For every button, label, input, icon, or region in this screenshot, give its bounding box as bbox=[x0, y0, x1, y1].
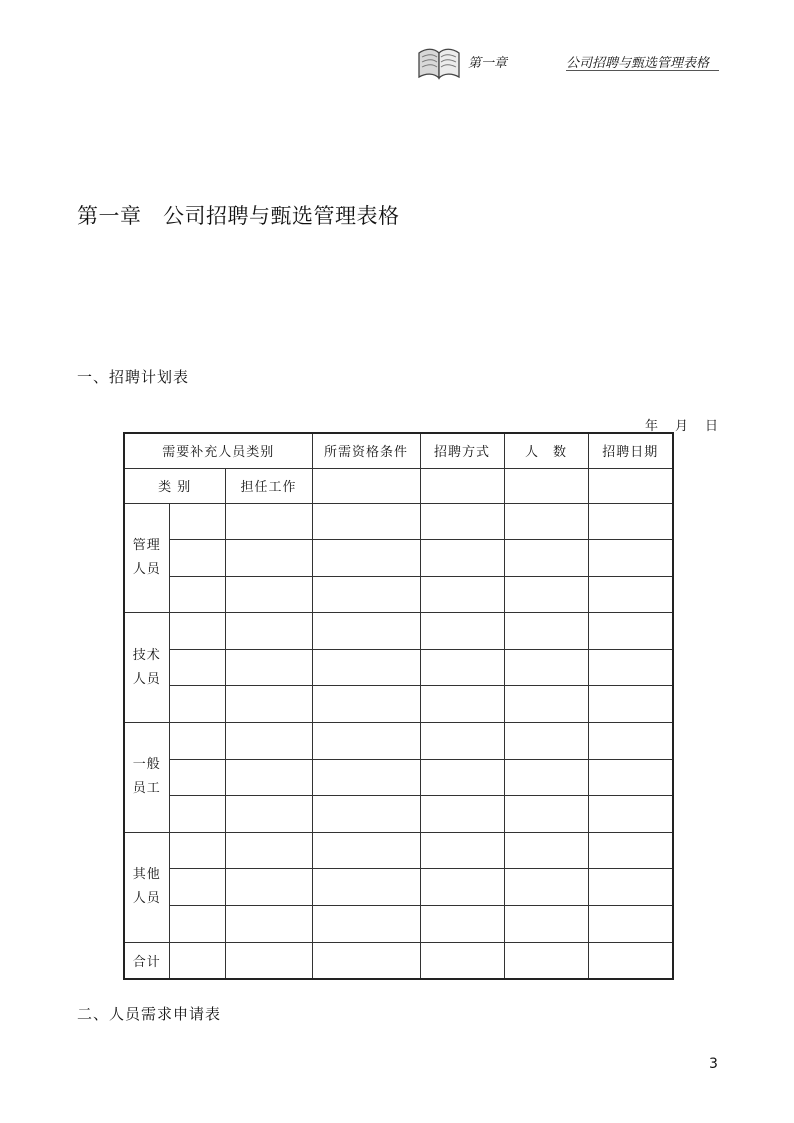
cell[interactable] bbox=[504, 906, 588, 943]
cell[interactable] bbox=[169, 686, 225, 723]
cell[interactable] bbox=[312, 906, 420, 943]
cell[interactable] bbox=[312, 576, 420, 613]
cell[interactable] bbox=[225, 906, 312, 943]
page-number: 3 bbox=[709, 1056, 718, 1072]
cell[interactable] bbox=[420, 869, 504, 906]
header-qualification: 所需资格条件 bbox=[312, 433, 420, 468]
header-chapter: 第一章 bbox=[468, 56, 508, 71]
cell[interactable] bbox=[420, 540, 504, 577]
cell[interactable] bbox=[588, 576, 673, 613]
cell[interactable] bbox=[312, 723, 420, 760]
total-label: 合计 bbox=[124, 942, 169, 979]
category-technical: 技术 人员 bbox=[124, 613, 169, 723]
recruitment-plan-table bbox=[123, 432, 674, 980]
cell[interactable] bbox=[312, 649, 420, 686]
cell[interactable] bbox=[169, 942, 225, 979]
header-category-group: 需要补充人员类别 bbox=[124, 433, 312, 468]
cell[interactable] bbox=[420, 723, 504, 760]
cell[interactable] bbox=[420, 468, 504, 503]
cell[interactable] bbox=[588, 540, 673, 577]
cell[interactable] bbox=[420, 576, 504, 613]
chapter-title: 第一章 公司招聘与甄选管理表格 bbox=[77, 204, 400, 228]
cell[interactable] bbox=[225, 649, 312, 686]
cell[interactable] bbox=[420, 686, 504, 723]
cell[interactable] bbox=[312, 540, 420, 577]
cell[interactable] bbox=[312, 832, 420, 869]
cell[interactable] bbox=[588, 759, 673, 796]
cell[interactable] bbox=[588, 942, 673, 979]
table-row bbox=[124, 759, 673, 796]
cell[interactable] bbox=[225, 759, 312, 796]
header-method: 招聘方式 bbox=[420, 433, 504, 468]
cell[interactable] bbox=[504, 613, 588, 650]
cell[interactable] bbox=[504, 723, 588, 760]
cell[interactable] bbox=[225, 613, 312, 650]
cell[interactable] bbox=[312, 503, 420, 540]
cell[interactable] bbox=[420, 613, 504, 650]
cell[interactable] bbox=[588, 649, 673, 686]
cell[interactable] bbox=[225, 832, 312, 869]
table-row bbox=[124, 796, 673, 833]
cell[interactable] bbox=[225, 869, 312, 906]
table-row bbox=[124, 832, 673, 869]
cell[interactable] bbox=[504, 540, 588, 577]
section-title-recruitment-plan: 一、招聘计划表 bbox=[77, 368, 190, 386]
header-rule bbox=[566, 70, 719, 71]
cell[interactable] bbox=[225, 686, 312, 723]
table-header-row bbox=[124, 433, 673, 468]
cell[interactable] bbox=[420, 832, 504, 869]
cell[interactable] bbox=[588, 686, 673, 723]
cell[interactable] bbox=[169, 832, 225, 869]
cell[interactable] bbox=[504, 649, 588, 686]
cell[interactable] bbox=[169, 613, 225, 650]
cell[interactable] bbox=[312, 613, 420, 650]
cell[interactable] bbox=[504, 576, 588, 613]
table-row bbox=[124, 540, 673, 577]
category-management: 管理 人员 bbox=[124, 503, 169, 613]
cell[interactable] bbox=[312, 796, 420, 833]
cell[interactable] bbox=[312, 942, 420, 979]
table-row bbox=[124, 649, 673, 686]
cell[interactable] bbox=[504, 796, 588, 833]
table-row bbox=[124, 613, 673, 650]
cell[interactable] bbox=[225, 576, 312, 613]
cell[interactable] bbox=[504, 942, 588, 979]
cell[interactable] bbox=[169, 796, 225, 833]
table-row bbox=[124, 576, 673, 613]
header-count: 人 数 bbox=[504, 433, 588, 468]
cell[interactable] bbox=[420, 649, 504, 686]
cell[interactable] bbox=[504, 832, 588, 869]
cell[interactable] bbox=[420, 942, 504, 979]
subheader-duty: 担任工作 bbox=[225, 468, 312, 503]
cell[interactable] bbox=[588, 503, 673, 540]
cell[interactable] bbox=[420, 906, 504, 943]
cell[interactable] bbox=[169, 576, 225, 613]
header-date: 招聘日期 bbox=[588, 433, 673, 468]
cell[interactable] bbox=[169, 869, 225, 906]
cell[interactable] bbox=[225, 503, 312, 540]
cell[interactable] bbox=[169, 649, 225, 686]
cell[interactable] bbox=[588, 869, 673, 906]
category-other: 其他 人员 bbox=[124, 832, 169, 942]
cell[interactable] bbox=[588, 832, 673, 869]
header-title: 公司招聘与甄选管理表格 bbox=[566, 56, 710, 71]
table-subheader-row bbox=[124, 468, 673, 503]
category-general-staff: 一般 员工 bbox=[124, 723, 169, 833]
cell[interactable] bbox=[420, 796, 504, 833]
subheader-type: 类 别 bbox=[124, 468, 225, 503]
cell[interactable] bbox=[504, 869, 588, 906]
cell[interactable] bbox=[504, 503, 588, 540]
table-row bbox=[124, 869, 673, 906]
cell[interactable] bbox=[504, 468, 588, 503]
section-title-staff-request: 二、人员需求申请表 bbox=[77, 1005, 222, 1023]
cell[interactable] bbox=[225, 942, 312, 979]
open-book-icon bbox=[416, 44, 462, 82]
cell[interactable] bbox=[420, 759, 504, 796]
cell[interactable] bbox=[504, 759, 588, 796]
cell[interactable] bbox=[312, 869, 420, 906]
cell[interactable] bbox=[225, 796, 312, 833]
cell[interactable] bbox=[225, 540, 312, 577]
cell[interactable] bbox=[504, 686, 588, 723]
table-row bbox=[124, 686, 673, 723]
cell[interactable] bbox=[588, 796, 673, 833]
table-row bbox=[124, 906, 673, 943]
cell[interactable] bbox=[420, 503, 504, 540]
date-line: 年 月 日 bbox=[645, 419, 721, 434]
table-total-row bbox=[124, 942, 673, 979]
cell[interactable] bbox=[169, 540, 225, 577]
cell[interactable] bbox=[169, 503, 225, 540]
cell[interactable] bbox=[312, 468, 420, 503]
cell[interactable] bbox=[312, 759, 420, 796]
cell[interactable] bbox=[312, 686, 420, 723]
cell[interactable] bbox=[588, 723, 673, 760]
cell[interactable] bbox=[225, 723, 312, 760]
cell[interactable] bbox=[169, 759, 225, 796]
cell[interactable] bbox=[588, 468, 673, 503]
cell[interactable] bbox=[588, 613, 673, 650]
cell[interactable] bbox=[169, 906, 225, 943]
cell[interactable] bbox=[169, 723, 225, 760]
table-row bbox=[124, 723, 673, 760]
cell[interactable] bbox=[588, 906, 673, 943]
table-row bbox=[124, 503, 673, 540]
